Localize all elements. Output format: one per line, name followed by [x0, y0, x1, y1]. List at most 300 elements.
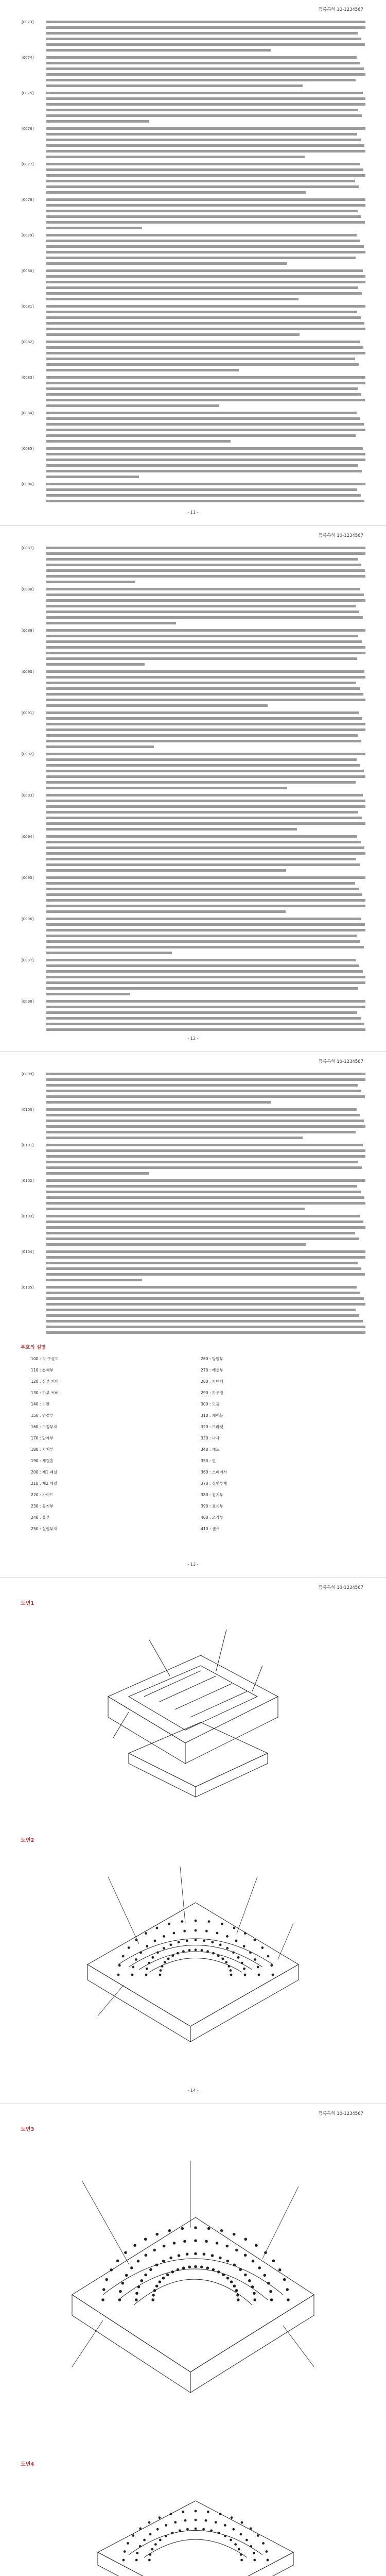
text-line — [46, 758, 357, 761]
paragraph-number: [0080] — [22, 269, 34, 273]
pin-hole — [139, 2528, 142, 2530]
page-header: 등록특허 10-1234567 — [318, 1059, 363, 1064]
text-line — [46, 488, 357, 491]
reference-item: 290 : 하우징 — [201, 1391, 223, 1395]
pin-hole — [217, 2270, 220, 2274]
pin-hole — [152, 2294, 155, 2297]
text-line — [46, 622, 176, 624]
pin-hole — [133, 2244, 136, 2247]
text-line — [46, 976, 365, 978]
pin-hole — [195, 2510, 197, 2513]
pin-hole — [182, 2266, 185, 2269]
pin-hole — [149, 2268, 152, 2272]
reference-section-title: 부호의 설명 — [21, 1345, 46, 1350]
text-line — [46, 547, 365, 549]
text-line — [46, 298, 299, 300]
pin-hole — [163, 1935, 165, 1938]
paragraph-number: [0088] — [22, 587, 34, 591]
pin-hole — [179, 2529, 181, 2532]
text-line — [46, 1256, 365, 1259]
text-line — [46, 163, 360, 165]
pin-hole — [270, 2298, 273, 2301]
text-line — [46, 717, 362, 720]
pin-hole — [186, 2528, 189, 2531]
paragraph-number: [0098] — [22, 999, 34, 1004]
pin-hole — [171, 2532, 174, 2534]
pin-hole — [226, 2245, 229, 2248]
text-line — [46, 387, 358, 390]
pin-hole — [194, 2252, 197, 2256]
text-line — [46, 1023, 364, 1025]
text-line — [46, 494, 361, 497]
paragraph-number: [0097] — [22, 958, 34, 962]
pin-hole — [135, 1958, 137, 1961]
pin-hole — [139, 2545, 142, 2548]
pin-hole — [178, 2254, 181, 2257]
pin-hole — [173, 1932, 176, 1935]
text-line — [46, 753, 365, 755]
pin-hole — [156, 1951, 159, 1954]
reference-item: 380 : 접지부 — [201, 1493, 223, 1497]
pin-hole — [230, 2539, 232, 2541]
text-line — [46, 215, 361, 218]
pin-hole — [237, 1956, 240, 1959]
paragraph-number: [0090] — [22, 670, 34, 674]
pin-hole — [243, 1945, 245, 1947]
pin-hole — [163, 2245, 166, 2248]
text-line — [46, 946, 364, 948]
pin-hole — [220, 2229, 223, 2232]
pin-hole — [155, 2233, 159, 2236]
text-line — [46, 1196, 364, 1199]
text-line — [46, 740, 361, 742]
pin-hole — [235, 2289, 238, 2292]
text-line — [46, 476, 139, 478]
text-line — [46, 828, 297, 831]
text-line — [46, 257, 356, 259]
text-line — [46, 120, 149, 123]
text-line — [46, 794, 363, 796]
text-line — [46, 935, 357, 937]
text-line — [46, 84, 303, 87]
pin-hole — [244, 2238, 248, 2241]
pin-hole — [265, 2550, 268, 2553]
pin-hole — [205, 2519, 207, 2522]
text-line — [46, 993, 130, 995]
pin-hole — [202, 2528, 205, 2531]
paragraph-number: [0086] — [22, 482, 34, 486]
pin-hole — [131, 1974, 134, 1976]
pin-hole — [233, 1927, 236, 1929]
figure-2-title: 도면2 — [21, 1838, 34, 1843]
pin-hole — [227, 1965, 230, 1968]
text-line — [46, 687, 360, 690]
paragraph-number: [0074] — [22, 56, 34, 60]
text-line — [46, 440, 231, 443]
text-line — [46, 611, 359, 613]
pin-hole — [245, 2539, 248, 2541]
pin-hole — [244, 1974, 247, 1976]
text-line — [46, 423, 364, 426]
page-13 — [0, 1052, 386, 1578]
text-line — [46, 500, 364, 502]
text-line — [46, 453, 365, 455]
pin-hole — [119, 2290, 122, 2293]
paragraph-number: [0087] — [22, 546, 34, 550]
text-line — [46, 646, 365, 649]
page-header: 등록특허 10-1234567 — [318, 533, 363, 538]
text-line — [46, 245, 364, 248]
pin-hole — [177, 2268, 180, 2272]
text-line — [46, 21, 365, 23]
text-line — [46, 1267, 361, 1270]
pin-hole — [165, 2535, 167, 2537]
text-line — [46, 1125, 365, 1128]
text-line — [46, 204, 365, 207]
pin-hole — [169, 2257, 172, 2260]
text-line — [46, 711, 359, 714]
reference-item: 330 : 나사 — [201, 1436, 220, 1440]
text-line — [46, 346, 363, 349]
text-line — [46, 929, 365, 931]
text-line — [46, 328, 365, 330]
text-line — [46, 210, 358, 212]
pin-hole — [258, 1974, 260, 1976]
paragraph-number: [0103] — [22, 1214, 34, 1218]
text-line — [46, 1292, 360, 1294]
text-line — [46, 811, 358, 814]
text-line — [46, 174, 365, 177]
pin-hole — [233, 2233, 236, 2236]
text-line — [46, 899, 365, 902]
pin-hole — [156, 1927, 159, 1929]
reference-item: 190 : 체결홀 — [31, 1459, 54, 1463]
text-line — [46, 240, 360, 242]
pin-hole — [257, 1966, 259, 1969]
pin-hole — [208, 1920, 210, 1923]
text-line — [46, 311, 357, 313]
text-line — [46, 670, 364, 673]
reference-item: 360 : 스페이서 — [201, 1470, 227, 1475]
text-line — [46, 745, 154, 748]
text-line — [46, 835, 357, 838]
text-line — [46, 905, 365, 907]
pin-hole — [244, 1932, 247, 1935]
pin-hole — [101, 2298, 104, 2301]
text-line — [46, 1314, 359, 1317]
text-line — [46, 869, 286, 872]
text-line — [46, 49, 271, 52]
text-line — [46, 1303, 365, 1306]
pin-hole — [272, 1974, 274, 1976]
paragraph-number: [0105] — [22, 1285, 34, 1290]
text-line — [46, 185, 359, 188]
pin-hole — [236, 2294, 239, 2297]
body-text-lines — [0, 0, 386, 526]
text-line — [46, 322, 364, 325]
text-line — [46, 434, 356, 437]
reference-item: 270 : 배선부 — [201, 1368, 223, 1372]
pin-hole — [149, 2553, 151, 2556]
reference-item: 170 : 단자부 — [31, 1436, 54, 1440]
pin-hole — [226, 2277, 230, 2280]
paragraph-number: [0079] — [22, 233, 34, 238]
reference-item: 320 : 브라켓 — [201, 1425, 223, 1429]
pin-hole — [194, 2226, 197, 2229]
paragraph-number: [0076] — [22, 127, 34, 131]
pin-hole — [206, 2266, 209, 2269]
pin-hole — [148, 2521, 151, 2524]
pin-hole — [121, 2282, 125, 2285]
text-line — [46, 682, 356, 684]
reference-item: 100 : 의 구성도 — [31, 1357, 59, 1361]
paragraph-number: [0096] — [22, 917, 34, 921]
pin-hole — [148, 2559, 151, 2562]
paragraph-number: [0091] — [22, 711, 34, 715]
text-line — [46, 139, 361, 141]
pin-hole — [230, 2280, 233, 2283]
text-line — [46, 863, 360, 866]
text-line — [46, 1238, 359, 1240]
text-line — [46, 1108, 357, 1111]
page-12 — [0, 526, 386, 1052]
text-line — [46, 770, 364, 772]
pin-hole — [170, 2513, 172, 2515]
paragraph-number: [0075] — [22, 91, 34, 95]
text-line — [46, 1155, 365, 1158]
pin-hole — [162, 2277, 165, 2280]
paragraph-number: [0099] — [22, 1072, 34, 1076]
pin-hole — [226, 1935, 229, 1938]
pin-hole — [217, 1955, 220, 1957]
text-line — [46, 32, 358, 35]
pin-hole — [225, 1961, 227, 1963]
text-line — [46, 817, 362, 819]
reference-item: 310 : 케이블 — [201, 1413, 223, 1418]
pin-hole — [195, 1929, 197, 1932]
text-line — [46, 734, 358, 737]
text-line — [46, 56, 357, 59]
pin-hole — [194, 2239, 197, 2242]
pin-hole — [135, 2292, 138, 2295]
text-line — [46, 704, 268, 707]
pin-hole — [149, 2533, 152, 2536]
text-line — [46, 417, 360, 420]
pin-hole — [216, 2242, 219, 2245]
text-line — [46, 1084, 358, 1087]
page-number: - 11 - — [187, 510, 199, 515]
text-line — [46, 358, 355, 360]
text-line — [46, 1017, 361, 1020]
pin-hole — [232, 2528, 235, 2531]
pin-hole — [203, 2253, 206, 2256]
text-line — [46, 640, 362, 643]
text-line — [46, 1221, 363, 1223]
pin-hole — [287, 2298, 290, 2301]
pin-hole — [153, 2249, 156, 2252]
page-number: - 13 - — [187, 1562, 199, 1567]
pin-hole — [267, 1955, 270, 1958]
text-line — [46, 876, 365, 879]
text-line — [46, 970, 363, 973]
pin-hole — [137, 2260, 140, 2263]
text-line — [46, 893, 362, 896]
pin-hole — [154, 2543, 157, 2546]
reference-item: 280 : 커넥터 — [201, 1379, 223, 1384]
reference-item: 120 : 상부 커버 — [31, 1379, 59, 1384]
paragraph-number: [0094] — [22, 835, 34, 839]
pin-hole — [186, 2253, 189, 2256]
text-line — [46, 1191, 361, 1193]
pin-hole — [240, 2553, 242, 2556]
text-line — [46, 191, 306, 194]
pin-hole — [201, 1949, 203, 1952]
page-number: - 14 - — [187, 2088, 199, 2093]
pin-hole — [171, 1955, 174, 1957]
pin-hole — [132, 1966, 134, 1969]
pin-hole — [188, 1949, 191, 1952]
pin-hole — [253, 2559, 256, 2562]
text-line — [46, 552, 365, 555]
pin-hole — [146, 1945, 148, 1947]
text-line — [46, 981, 365, 984]
reference-item: 410 : 센서 — [201, 1527, 220, 1531]
pin-hole — [135, 2559, 138, 2562]
pin-hole — [237, 2298, 240, 2301]
page-header: 등록특허 10-1234567 — [318, 7, 363, 12]
pin-hole — [238, 2548, 240, 2551]
text-line — [46, 399, 365, 401]
page-15 — [0, 2104, 386, 2576]
pin-hole — [230, 1969, 232, 1972]
text-line — [46, 605, 356, 607]
pin-hole — [267, 2559, 269, 2562]
reference-item: 340 : 패드 — [201, 1447, 220, 1452]
text-line — [46, 1279, 142, 1281]
pin-hole — [146, 1968, 148, 1970]
reference-item: 250 : 실링부재 — [31, 1527, 58, 1531]
pin-hole — [145, 1974, 148, 1976]
reference-item: 220 : 가이드 — [31, 1493, 54, 1497]
pin-hole — [156, 2528, 159, 2531]
text-line — [46, 728, 365, 731]
text-line — [46, 663, 145, 666]
pin-hole — [241, 1962, 243, 1964]
text-line — [46, 1172, 149, 1175]
text-line — [46, 635, 358, 637]
pin-hole — [211, 2254, 214, 2257]
reference-item: 350 : 핀 — [201, 1459, 216, 1463]
text-line — [46, 1273, 365, 1276]
pin-hole — [250, 2545, 252, 2548]
paragraph-number: [0095] — [22, 876, 34, 880]
text-line — [46, 1114, 360, 1116]
pin-hole — [194, 2265, 197, 2268]
paragraph-number: [0100] — [22, 1108, 34, 1112]
pin-hole — [195, 1920, 197, 1922]
text-line — [46, 133, 357, 135]
text-line — [46, 1006, 365, 1008]
text-line — [46, 459, 365, 461]
pin-hole — [124, 2550, 126, 2553]
text-line — [46, 305, 365, 308]
pin-hole — [221, 1923, 223, 1925]
text-line — [46, 404, 219, 407]
page-header: 등록특허 10-1234567 — [318, 1585, 363, 1590]
paragraph-number: [0082] — [22, 340, 34, 344]
paragraph-number: [0084] — [22, 411, 34, 415]
pin-hole — [163, 1947, 165, 1950]
pin-hole — [166, 2274, 169, 2277]
pin-hole — [143, 2539, 146, 2541]
pin-hole — [135, 2298, 138, 2301]
text-line — [46, 1286, 357, 1289]
pin-hole — [232, 1951, 235, 1954]
text-line — [46, 1131, 356, 1133]
text-line — [46, 412, 357, 414]
pin-hole — [215, 2521, 217, 2523]
pin-hole — [110, 2268, 113, 2272]
pin-hole — [153, 2289, 156, 2292]
pin-hole — [254, 1939, 256, 1941]
text-line — [46, 114, 362, 117]
text-line — [46, 281, 365, 283]
text-line — [46, 150, 365, 152]
pin-hole — [253, 2552, 255, 2554]
paragraph-number: [0085] — [22, 447, 34, 451]
pin-hole — [255, 2244, 258, 2247]
pin-hole — [178, 1941, 180, 1943]
pin-hole — [188, 2265, 191, 2268]
text-line — [46, 1243, 306, 1246]
pin-hole — [210, 2529, 213, 2532]
text-line — [46, 269, 363, 272]
pin-hole — [244, 2274, 247, 2277]
reference-item: 180 : 지지부 — [31, 1447, 54, 1452]
pin-hole — [159, 2516, 161, 2519]
text-line — [46, 699, 365, 701]
text-line — [46, 987, 358, 990]
text-line — [46, 180, 355, 182]
text-line — [46, 1000, 365, 1003]
pin-hole — [267, 2282, 270, 2285]
reference-item: 210 : 제2 패널 — [31, 1481, 58, 1486]
text-line — [46, 1179, 365, 1182]
pin-hole — [173, 2242, 176, 2245]
text-line — [46, 923, 365, 926]
text-line — [46, 1262, 358, 1264]
pin-hole — [122, 2559, 125, 2562]
pin-hole — [219, 1943, 222, 1946]
pin-hole — [181, 1920, 184, 1923]
pin-hole — [105, 2278, 108, 2281]
pin-hole — [252, 2260, 255, 2263]
pin-hole — [182, 2511, 184, 2513]
reference-item: 260 : 방열부 — [201, 1357, 223, 1361]
text-line — [46, 1202, 365, 1205]
pin-hole — [241, 2521, 243, 2524]
pin-hole — [145, 1932, 147, 1935]
figure-3-drawing — [57, 2140, 329, 2429]
text-line — [46, 888, 359, 890]
text-line — [46, 858, 356, 860]
pin-hole — [212, 2268, 215, 2272]
pin-hole — [165, 2524, 167, 2527]
pin-hole — [118, 2298, 121, 2301]
pin-hole — [243, 1968, 245, 1970]
pin-hole — [251, 2285, 254, 2289]
text-line — [46, 952, 172, 954]
